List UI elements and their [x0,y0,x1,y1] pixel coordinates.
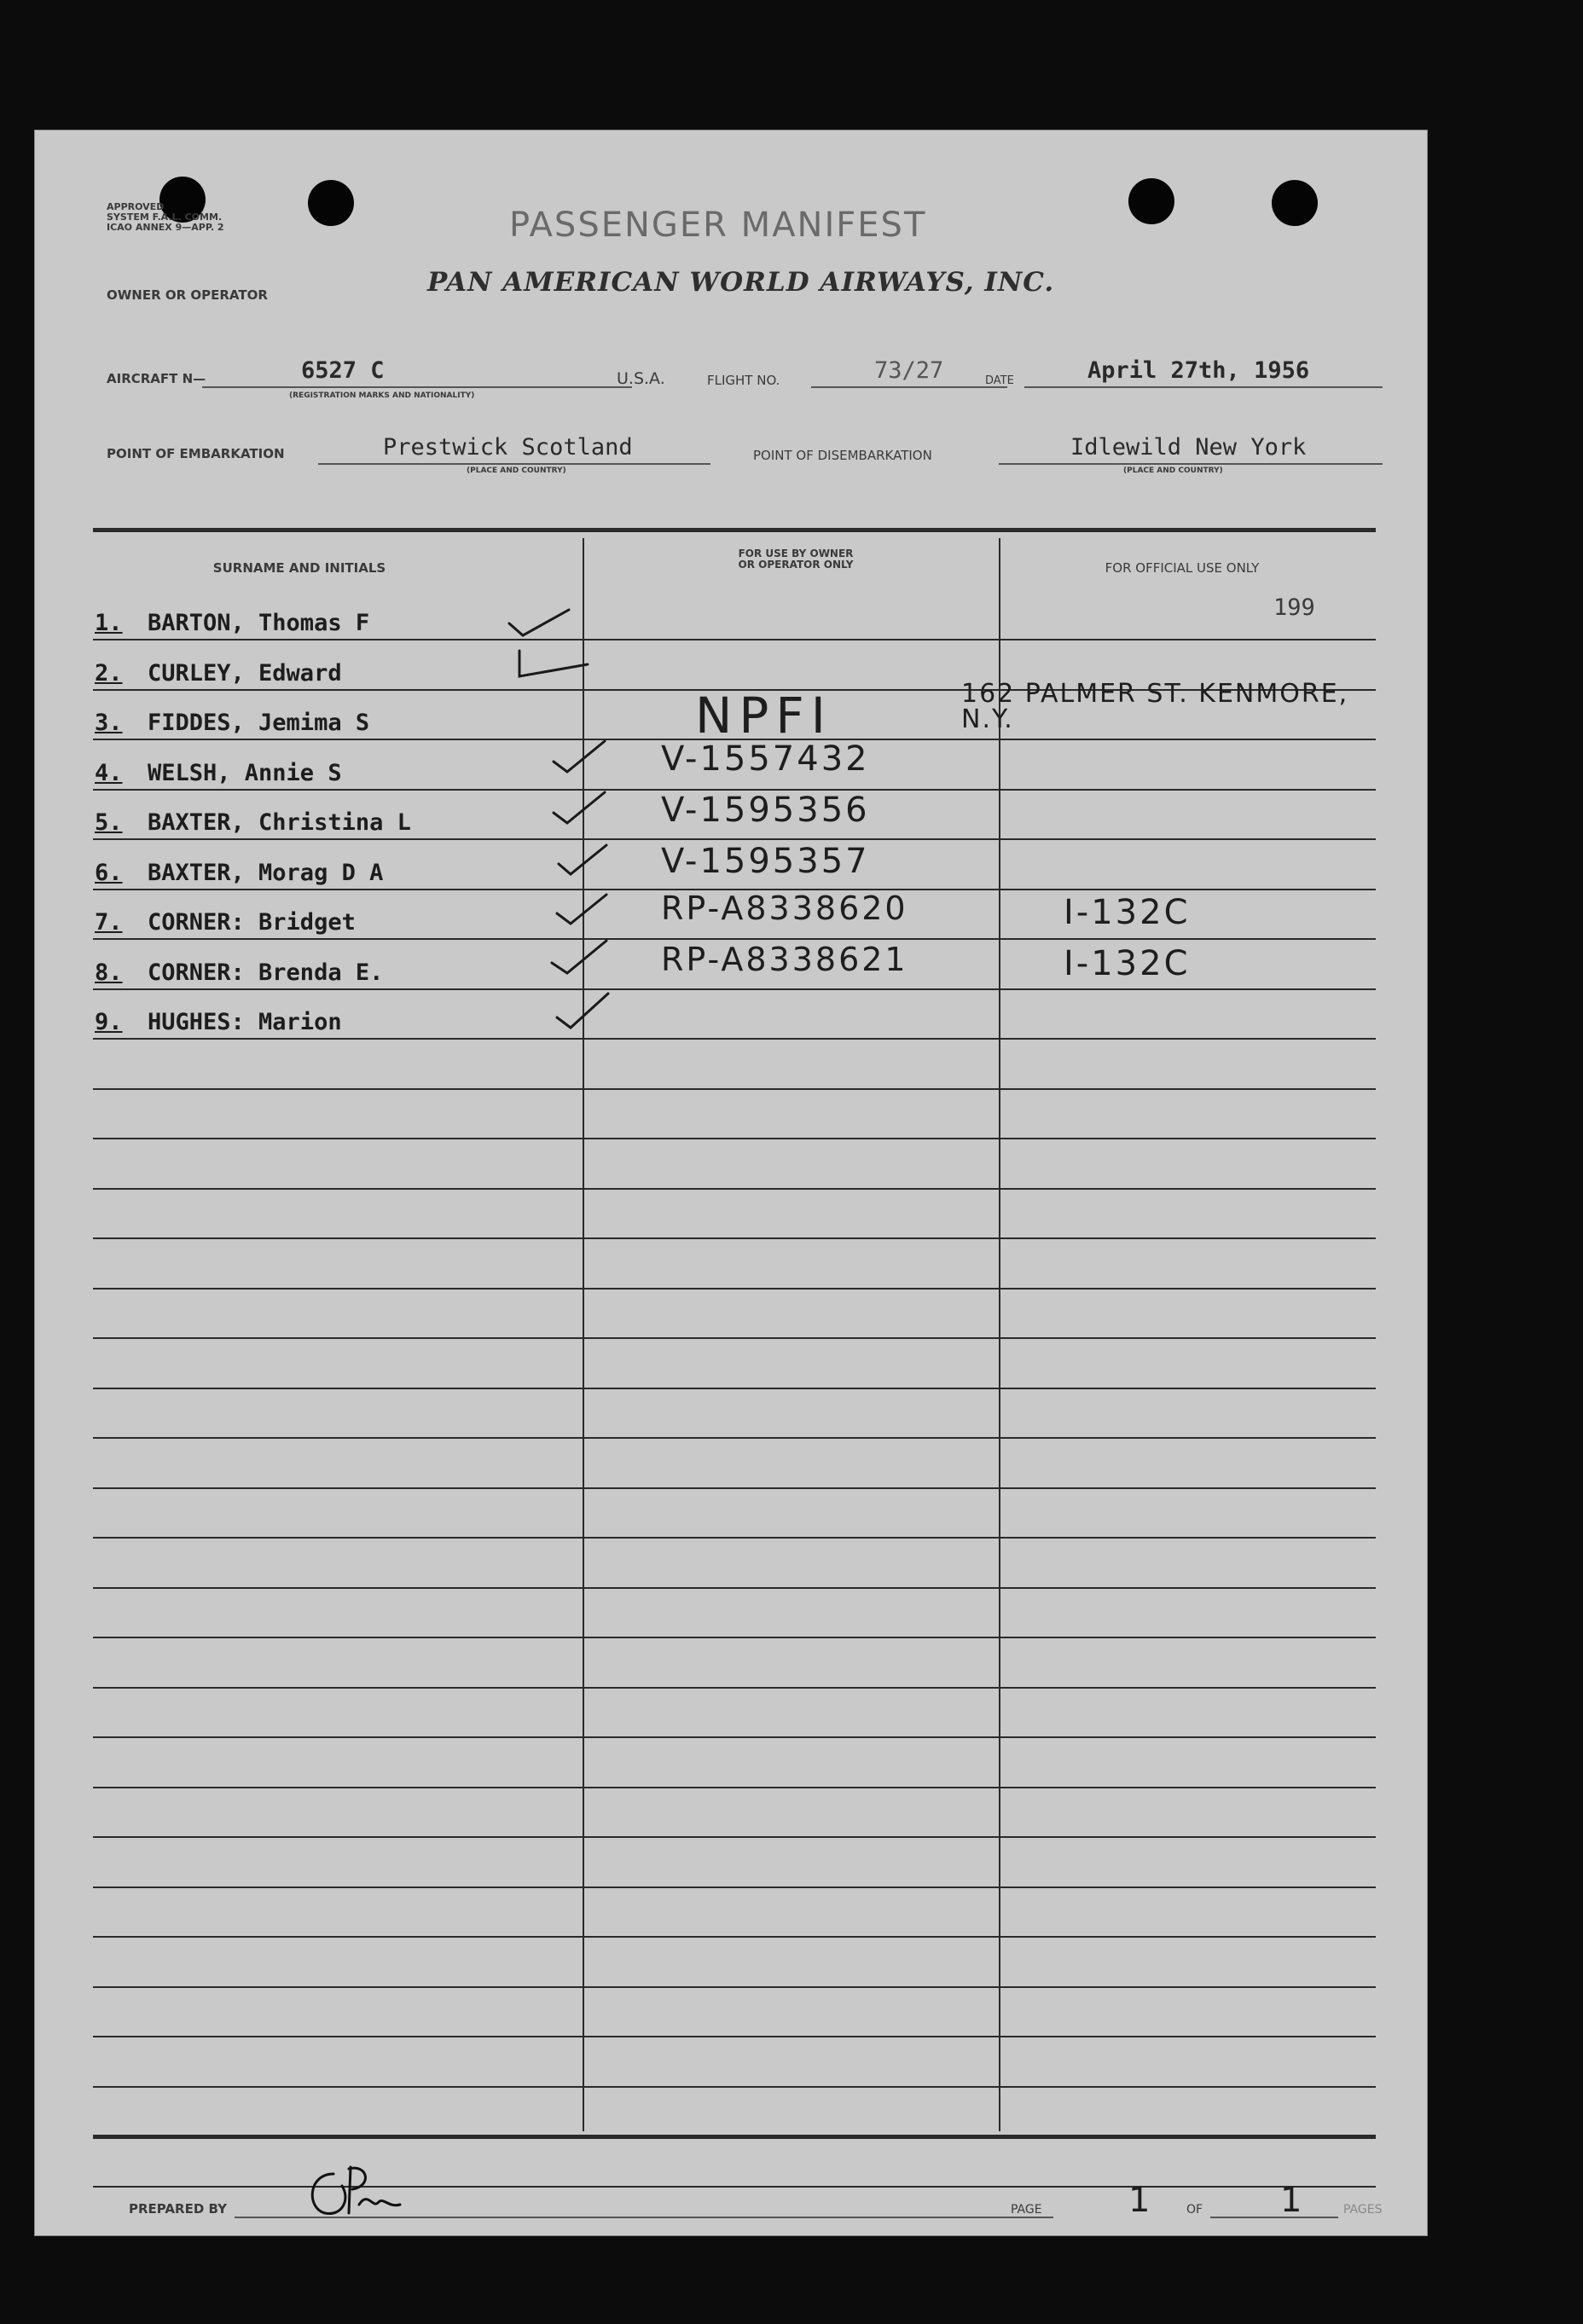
disembark-sub: (PLACE AND COUNTRY) [1123,467,1223,475]
check-mark [554,741,605,772]
embark-sub: (PLACE AND COUNTRY) [467,467,566,475]
passenger-name: BAXTER, Morag D A [148,859,384,886]
table-bottom-rule [93,2135,1376,2139]
page-label: PAGE [1011,2203,1042,2217]
aircraft-label: AIRCRAFT N— [107,371,206,386]
disembark-value: Idlewild New York [1070,434,1307,461]
passenger-number: 8. [95,959,123,986]
official-note: I-132C [1064,893,1191,932]
of-label: OF [1186,2203,1203,2217]
passenger-number: 4. [95,759,123,786]
owner-note: V-1557432 [661,739,870,779]
flight-label: FLIGHT NO. [707,373,780,388]
check-mark [519,651,588,676]
page-value: 1 [1128,2181,1153,2220]
embark-label: POINT OF EMBARKATION [107,446,285,461]
passenger-name: HUGHES: Marion [148,1009,342,1035]
prepared-label: PREPARED BY [129,2201,227,2217]
owner-note: NPFI [695,687,832,745]
passenger-number: 1. [95,610,123,636]
official-note: I-132C [1064,944,1191,983]
owner-note: V-1595356 [661,791,870,830]
passenger-number: 7. [95,909,123,936]
flight-value: 73/27 [874,357,944,384]
approval-line: SYSTEM F.A.L. COMM. [107,212,223,223]
owner-label: OWNER OR OPERATOR [107,287,268,303]
date-value: April 27th, 1956 [1087,357,1310,384]
passenger-name: CORNER: Bridget [148,909,356,936]
embark-value: Prestwick Scotland [383,434,633,461]
page-title: PASSENGER MANIFEST [509,206,927,245]
of-underline [1210,2217,1338,2218]
passenger-name: FIDDES, Jemima S [148,710,370,736]
passenger-name: BARTON, Thomas F [148,610,370,636]
preparer-signature [299,2157,410,2225]
date-label: DATE [985,374,1014,387]
passenger-number: 2. [95,659,123,687]
passenger-name: CORNER: Brenda E. [148,959,384,986]
column-header-owner-line: OR OPERATOR ONLY [738,559,854,571]
passenger-number: 3. [95,710,123,736]
pages-label: PAGES [1343,2203,1383,2217]
check-mark [557,895,606,924]
manifest-paper [34,130,1428,2236]
approval-line: APPROVED [107,201,165,212]
official-note: 199 [1273,594,1315,621]
official-note: 162 PALMER ST. KENMORE, N.Y. [961,679,1349,734]
owner-note: RP-A8338621 [661,941,908,978]
passenger-name: BAXTER, Christina L [148,809,411,836]
check-marks [35,130,1427,2235]
aircraft-value: 6527 C [301,357,385,384]
passenger-name: CURLEY, Edward [148,659,342,687]
approval-line: ICAO ANNEX 9—APP. 2 [107,222,224,233]
aircraft-sub: (REGISTRATION MARKS AND NATIONALITY) [289,391,475,400]
column-header-surname: SURNAME AND INITIALS [212,560,386,576]
passenger-number: 5. [95,809,123,836]
check-mark [559,845,606,874]
owner-value: PAN AMERICAN WORLD AIRWAYS, INC. [427,267,1055,298]
owner-note: V-1595357 [661,842,870,881]
passenger-number: 9. [95,1009,123,1035]
column-header-official: FOR OFFICIAL USE ONLY [1105,560,1260,576]
check-mark [557,994,608,1028]
country-label: U.S.A. [617,369,665,388]
check-mark [552,941,606,973]
passenger-name: WELSH, Annie S [148,759,342,786]
column-header-owner-line: FOR USE BY OWNER [738,548,854,559]
disembark-label: POINT OF DISEMBARKATION [753,448,932,463]
of-value: 1 [1280,2181,1305,2220]
passenger-number: 6. [95,859,123,886]
check-mark [554,792,605,823]
check-mark [509,610,569,635]
owner-note: RP-A8338620 [661,890,908,927]
